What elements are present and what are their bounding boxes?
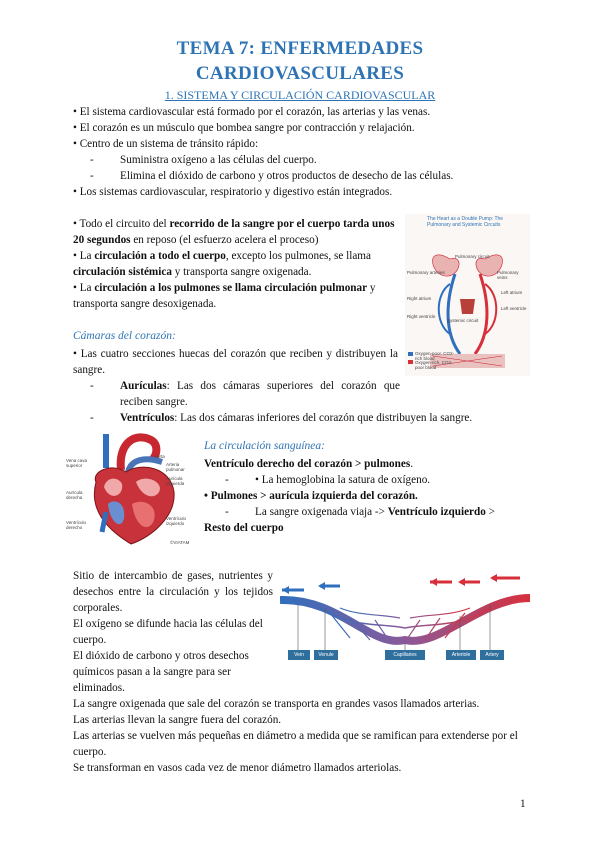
figure-label: Pulmonary circuit	[455, 254, 490, 259]
bloodflow-sub-item: - La sangre oxigenada viaja -> Ventrículo izquierdo >	[225, 506, 495, 518]
figure-label: Right atrium	[407, 296, 432, 301]
figure-label: Left ventricle	[501, 306, 527, 311]
intro-line: • El sistema cardiovascular está formado por el corazón, las arterias y las venas.	[73, 106, 431, 118]
figure-label: Pulmonary veins	[497, 270, 519, 280]
capillary-label-capillaries: Capillaries	[385, 650, 425, 660]
closing-line: Las arterias se vuelven más pequeñas en diámetro a medida que se ramifican para extenderse por el cuerpo.	[73, 730, 518, 758]
bloodflow-line: Ventrículo derecho del corazón > pulmones.	[204, 458, 413, 470]
double-pump-title: The Heart as a Double Pump: The Pulmonary and Systemic Circuits	[427, 216, 504, 228]
intro-line: • Los sistemas cardiovascular, respiratorio y digestivo están integrados.	[73, 186, 393, 198]
figure-label: Right ventricle	[407, 314, 436, 319]
figure-label: Left atrium	[501, 290, 523, 295]
capillaries-text-1: Sitio de intercambio de gases, nutrientes y desechos entre la circulación y los tejidos corporales.	[73, 570, 273, 614]
chambers-item-ventricles: - Ventrículos: Las dos cámaras inferiores del corazón que distribuyen la sangre.	[90, 412, 473, 424]
capillary-label-arteriole: Arteriole	[446, 650, 476, 660]
page-title-line1: TEMA 7: ENFERMEDADES	[176, 38, 424, 59]
intro-line: • Centro de un sistema de tránsito rápido:	[73, 138, 259, 150]
bloodflow-line: Resto del cuerpo	[204, 522, 284, 534]
legend-label: Oxygen-rich, CO2-poor blood	[415, 360, 453, 370]
capillary-label-vein: Vein	[288, 650, 310, 660]
chambers-item-auricles: - Aurículas: Las dos cámaras superiores del corazón que reciben sangre.	[90, 380, 400, 408]
circuit-paragraph-2: • La circulación a todo el cuerpo, excepto los pulmones, se llama circulación sistémica y transporta sangre oxigenada.	[73, 250, 371, 278]
section-subtitle: 1. SISTEMA Y CIRCULACIÓN CARDIOVASCULAR	[164, 88, 436, 102]
capillary-label-artery: Artery	[480, 650, 504, 660]
capillary-label-venule: Venule	[314, 650, 338, 660]
circuit-paragraph-3: • La circulación a los pulmones se llama circulación pulmonar y transporta sangre desoxigenada.	[73, 282, 376, 310]
capillaries-text-2: El oxígeno se difunde hacia las células del cuerpo.	[73, 618, 263, 646]
capillaries-text-3: El dióxido de carbono y otros desechos químicos pasan a la sangre para ser eliminados.	[73, 650, 249, 694]
legend-label: Oxygen-poor, CO2-rich blood	[415, 351, 455, 361]
page-number: 1	[520, 798, 526, 810]
heart-label: Ventrículo izquierdo	[166, 516, 187, 526]
heart-label: Aurícula derecha	[66, 490, 83, 500]
capillary-figure	[280, 568, 530, 668]
heart-label: Arteria pulmonar	[166, 462, 185, 472]
heart-label: Ventrículo derecho	[66, 520, 87, 530]
chambers-intro: • Las cuatro secciones huecas del corazón que reciben y distribuyen la sangre.	[73, 348, 398, 376]
bloodflow-sub-item: - • La hemoglobina la satura de oxígeno.	[225, 474, 431, 486]
intro-line: • El corazón es un músculo que bombea sangre por contracción y relajación.	[73, 122, 415, 134]
closing-line: Las arterias llevan la sangre fuera del corazón.	[73, 714, 282, 726]
heart-label: Aurícula izquierda	[166, 476, 185, 486]
circuit-paragraph-1: • Todo el circuito del recorrido de la sangre por el cuerpo tarda unos 20 segundos en reposo (el esfuerzo acelera el proceso)	[73, 218, 395, 246]
heart-figure	[66, 432, 198, 550]
closing-line: Se transforman en vasos cada vez de menor diámetro llamados arteriolas.	[73, 762, 402, 774]
chambers-heading: Cámaras del corazón:	[73, 330, 176, 342]
figure-label: Systemic circuit	[447, 318, 479, 323]
double-pump-figure	[405, 214, 530, 376]
page-title-line2: CARDIOVASCULARES	[195, 63, 405, 84]
intro-sub-item: - Elimina el dióxido de carbono y otros productos de desecho de las células.	[90, 170, 454, 182]
bloodflow-line: • Pulmones > aurícula izquierda del corazón.	[204, 490, 418, 502]
intro-sub-item: - Suministra oxígeno a las células del cuerpo.	[90, 154, 317, 166]
closing-line: La sangre oxigenada que sale del corazón se transporta en grandes vasos llamados arterias.	[73, 698, 480, 710]
bloodflow-heading: La circulación sanguínea:	[204, 440, 325, 452]
heart-label: Aorta	[154, 454, 165, 459]
heart-label: Vena cava superior	[66, 458, 88, 468]
heart-credit: ©VIATAM	[170, 540, 190, 545]
figure-label: Pulmonary arteries	[407, 270, 445, 275]
